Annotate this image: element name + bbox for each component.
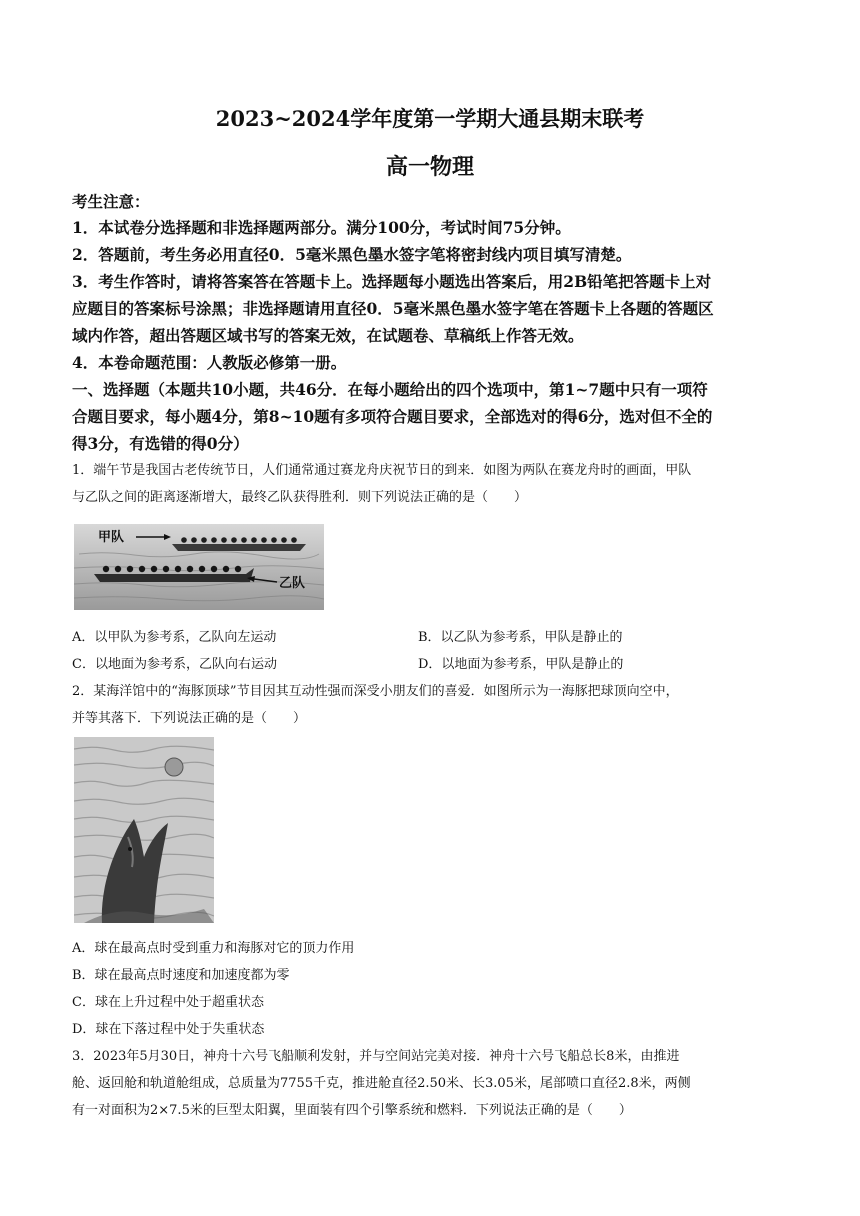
question-1-stem: 与乙队之间的距离逐渐增大，最终乙队获得胜利．则下列说法正确的是（ ）: [72, 490, 528, 505]
notice-heading: 考生注意：: [72, 192, 150, 211]
question-2-stem: 并等其落下．下列说法正确的是（ ）: [72, 711, 307, 726]
q2-option-a: A．球在最高点时受到重力和海豚对它的顶力作用: [72, 941, 355, 956]
notice-item: 2．答题前，考生务必用直径0．5毫米黑色墨水签字笔将密封线内项目填写清楚。: [72, 245, 632, 264]
notice-item: 应题目的答案标号涂黑；非选择题请用直径0．5毫米黑色墨水签字笔在答题卡上各题的答题区: [72, 299, 714, 318]
question-3-stem: 舱、返回舱和轨道舱组成，总质量为7755千克，推进舱直径2.50米、长3.05米，尾部喷口直径2.8米，两侧: [72, 1076, 691, 1091]
team-b-label: 乙队: [279, 575, 306, 590]
notice-item: 4．本卷命题范围：人教版必修第一册。: [72, 353, 347, 372]
q1-option-c: C．以地面为参考系，乙队向右运动: [72, 657, 277, 672]
dragon-boat-image: [74, 524, 324, 610]
dolphin-figure: [74, 737, 214, 923]
question-3-stem: 有一对面积为2×7.5米的巨型太阳翼，里面装有四个引擎系统和燃料．下列说法正确的是（ ）: [72, 1103, 632, 1118]
question-1-stem: 1．端午节是我国古老传统节日，人们通常通过赛龙舟庆祝节日的到来．如图为两队在赛龙舟时的画面，甲队: [72, 463, 692, 478]
q1-option-a: A．以甲队为参考系，乙队向左运动: [72, 630, 277, 645]
notice-item: 域内作答，超出答题区域书写的答案无效，在试题卷、草稿纸上作答无效。: [72, 326, 584, 345]
dolphin-image: [74, 737, 214, 923]
q1-option-d: D．以地面为参考系，甲队是静止的: [418, 657, 624, 672]
notice-item: 3．考生作答时，请将答案答在答题卡上。选择题每小题选出答案后，用2B铅笔把答题卡上对: [72, 272, 712, 291]
team-a-label: 甲队: [98, 529, 125, 544]
section-header-line: 一、选择题（本题共10小题，共46分．在每小题给出的四个选项中，第1~7题中只有一项符: [72, 380, 708, 399]
exam-subtitle: 高一物理: [385, 154, 474, 180]
q2-option-c: C．球在上升过程中处于超重状态: [72, 995, 264, 1010]
section-header-line: 合题目要求，每小题4分，第8~10题有多项符合题目要求，全部选对的得6分，选对但不全的: [72, 407, 713, 426]
question-2-stem: 2．某海洋馆中的“海豚顶球”节目因其互动性强而深受小朋友们的喜爱．如图所示为一海豚把球顶向空中，: [72, 684, 679, 699]
q1-option-b: B．以乙队为参考系，甲队是静止的: [418, 630, 623, 645]
section-header-line: 得3分，有选错的得0分）: [72, 434, 249, 453]
dragon-boat-figure: [74, 524, 324, 610]
question-3-stem: 3．2023年5月30日，神舟十六号飞船顺利发射，并与空间站完美对接．神舟十六号飞船总长8米，由推进: [72, 1049, 680, 1064]
exam-title: 2023~2024学年度第一学期大通县期末联考: [215, 106, 645, 131]
q2-option-b: B．球在最高点时速度和加速度都为零: [72, 968, 290, 983]
notice-item: 1．本试卷分选择题和非选择题两部分。满分100分，考试时间75分钟。: [72, 218, 571, 237]
q2-option-d: D．球在下落过程中处于失重状态: [72, 1022, 265, 1037]
